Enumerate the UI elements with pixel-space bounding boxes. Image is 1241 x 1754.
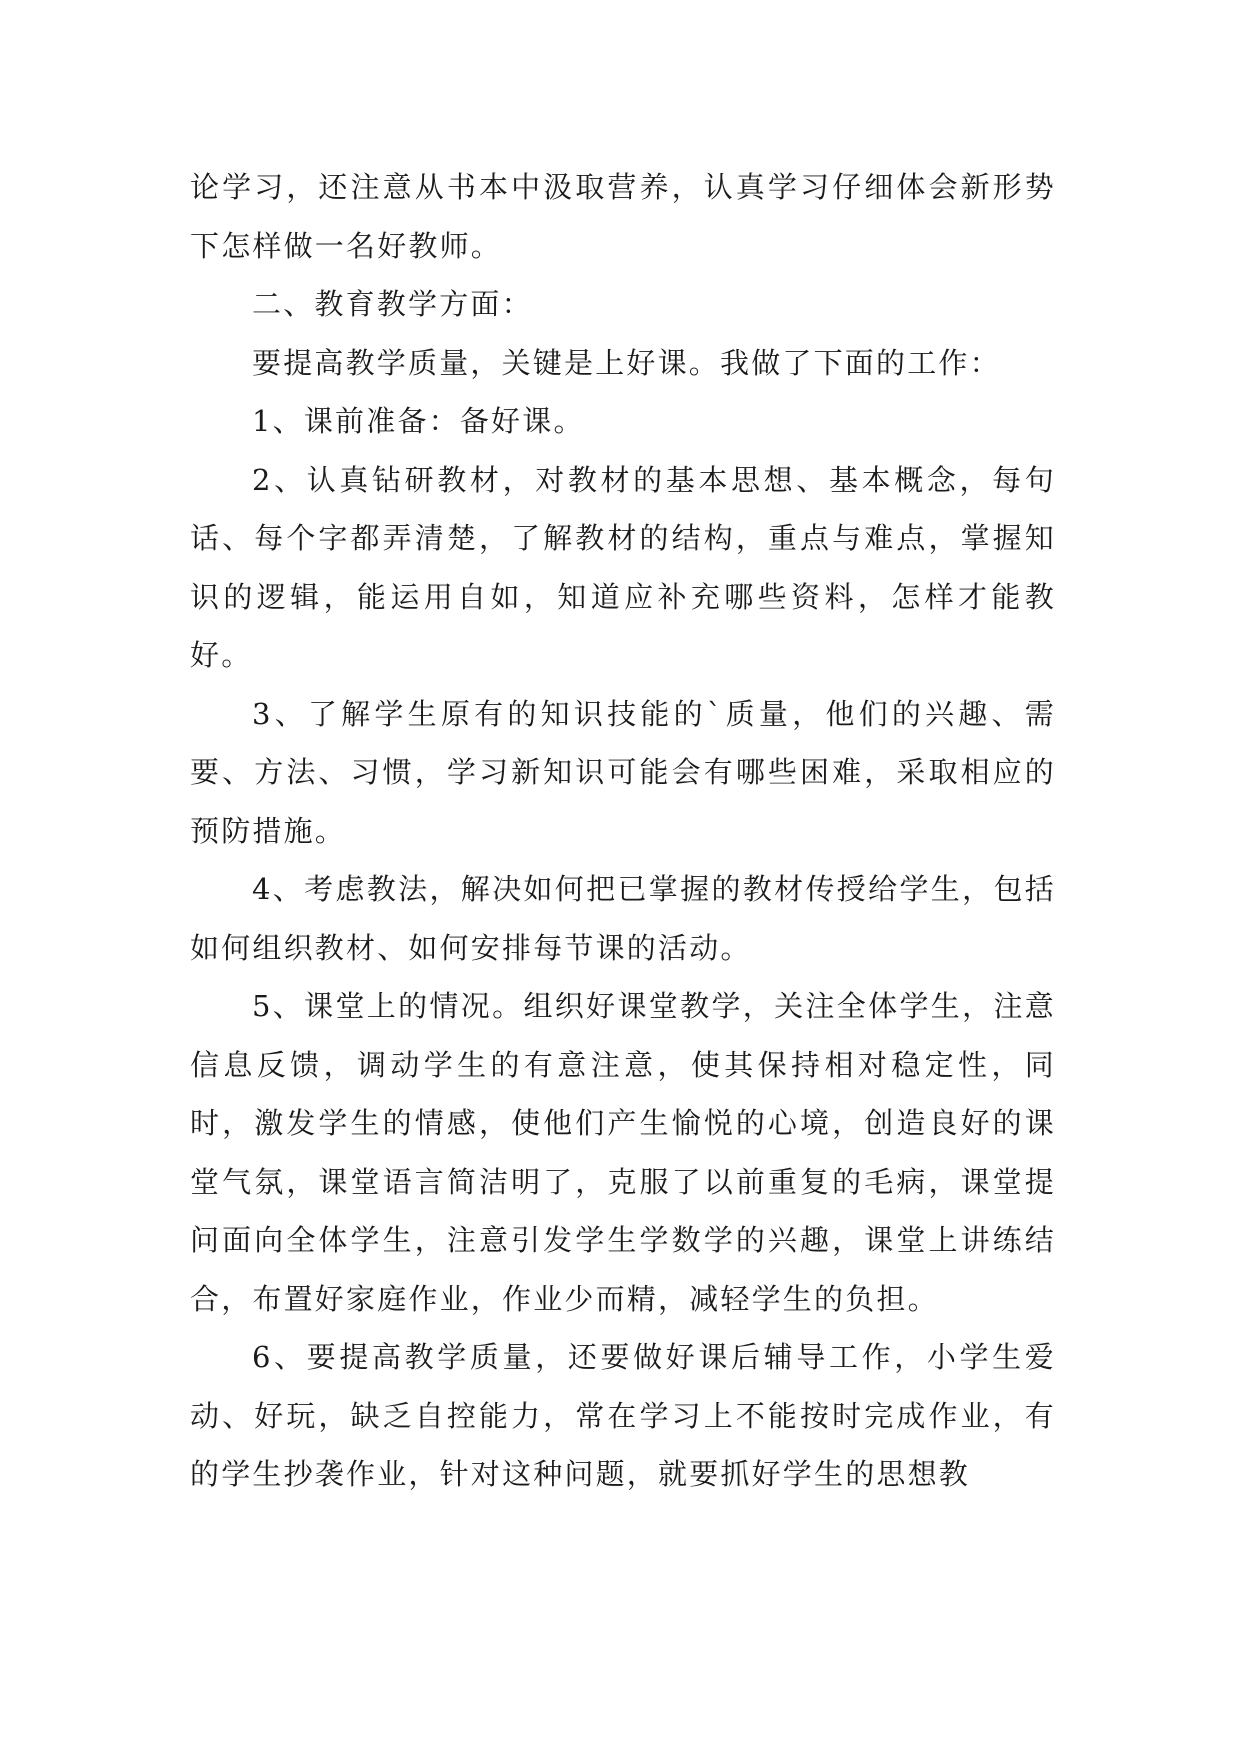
paragraph-item-2: 2、认真钻研教材，对教材的基本思想、基本概念，每句话、每个字都弄清楚，了解教材的结构，重点与难点，掌握知识的逻辑，能运用自如，知道应补充哪些资料，怎样才能教好。 <box>190 462 1056 672</box>
paragraph-item-4: 4、考虑教法，解决如何把已掌握的教材传授给学生，包括如何组织教材、如何安排每节课的活动。 <box>190 872 1056 965</box>
document-body <box>190 158 1056 1504</box>
paragraph-continuation: 论学习，还注意从书本中汲取营养，认真学习仔细体会新形势下怎样做一名好教师。 <box>190 170 1056 263</box>
paragraph-item-5: 5、课堂上的情况。组织好课堂教学，关注全体学生，注意信息反馈，调动学生的有意注意，使其保持相对稳定性，同时，激发学生的情感，使他们产生愉悦的心境，创造良好的课堂气氛，课堂语言简洁明了，克服了以前重复的毛病，课堂提问面向全体学生，注意引发学生学数学的兴趣，课堂上讲练结合，布置好家庭作业，作业少而精，减轻学生的负担。 <box>190 989 1056 1316</box>
section-heading: 二、教育教学方面： <box>252 287 533 321</box>
paragraph-intro: 要提高教学质量，关键是上好课。我做了下面的工作： <box>252 345 1001 380</box>
paragraph-item-1: 1、课前准备：备好课。 <box>252 404 585 438</box>
paragraph-item-6: 6、要提高教学质量，还要做好课后辅导工作，小学生爱动、好玩，缺乏自控能力，常在学习上不能按时完成作业，有的学生抄袭作业，针对这种问题，就要抓好学生的思想教 <box>190 1340 1056 1491</box>
paragraph-item-3: 3、了解学生原有的知识技能的`质量，他们的兴趣、需要、方法、习惯，学习新知识可能会有哪些困难，采取相应的预防措施。 <box>190 696 1056 848</box>
